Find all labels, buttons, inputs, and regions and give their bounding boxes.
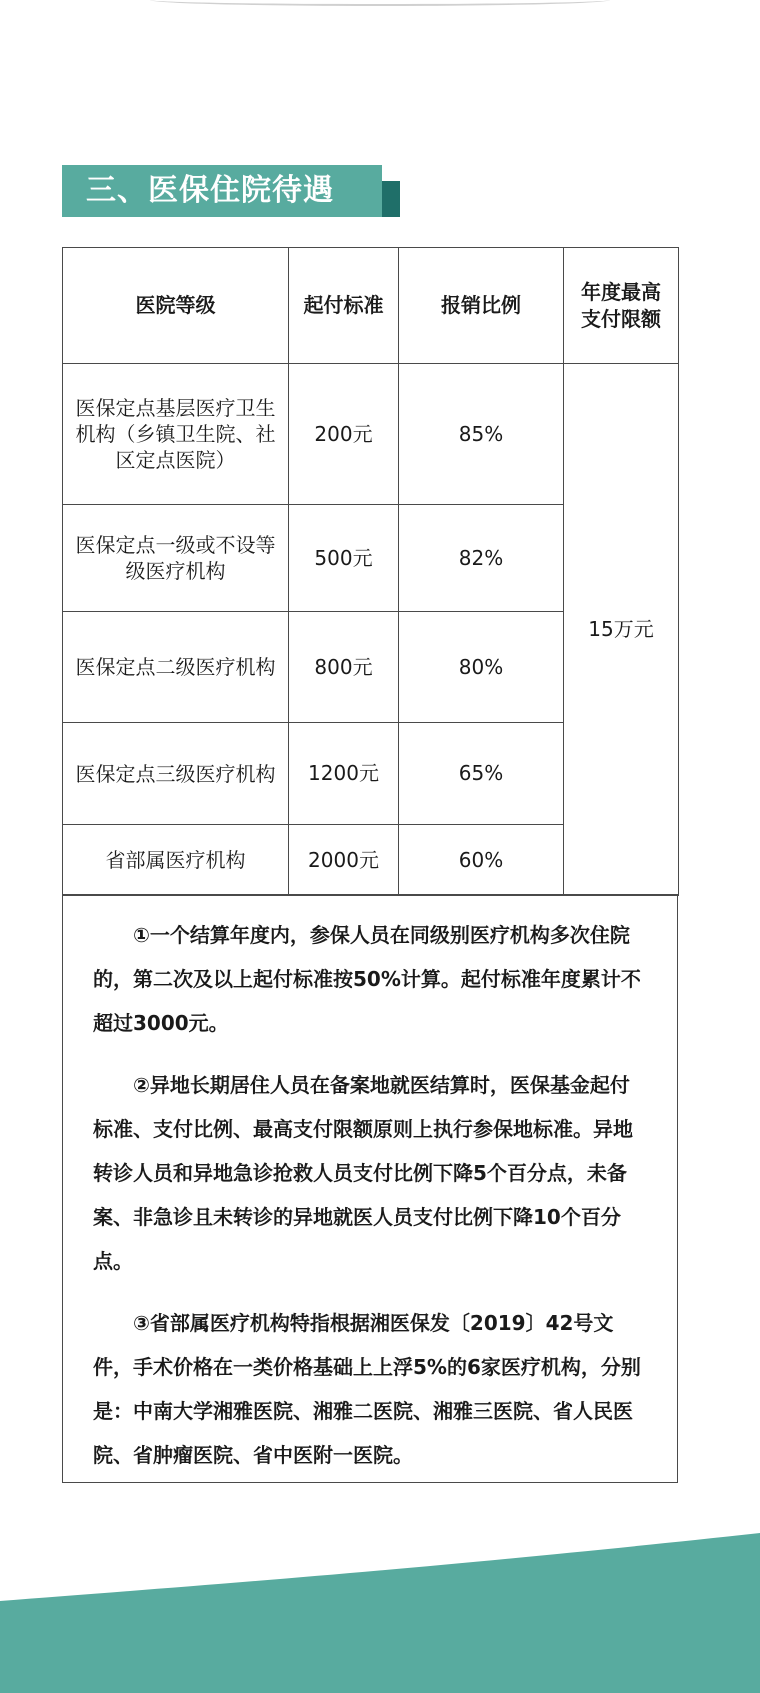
row-deductible: 800元	[289, 612, 399, 723]
section-header-shadow	[380, 181, 400, 217]
header-cap: 年度最高支付限额	[564, 248, 679, 364]
note-2: ②异地长期居住人员在备案地就医结算时，医保基金起付标准、支付比例、最高支付限额原则上执行参保地标准。异地转诊人员和异地急诊抢救人员支付比例下降5个百分点，未备案、非急诊且未转诊的异地就医人员支付比例下降10个百分点。	[93, 1073, 633, 1273]
row-level: 医保定点基层医疗卫生机构（乡镇卫生院、社区定点医院）	[63, 364, 289, 505]
row-deductible: 1200元	[289, 723, 399, 825]
cap-value: 15万元	[564, 364, 679, 896]
notes-box	[62, 894, 678, 1483]
header-ratio: 报销比例	[399, 248, 564, 364]
row-ratio: 80%	[399, 612, 564, 723]
row-ratio: 65%	[399, 723, 564, 825]
row-deductible: 500元	[289, 505, 399, 612]
section-header	[62, 165, 400, 217]
row-ratio: 60%	[399, 825, 564, 896]
header-level: 医院等级	[63, 248, 289, 364]
row-deductible: 2000元	[289, 825, 399, 896]
row-level: 医保定点三级医疗机构	[63, 723, 289, 825]
note-3: ③省部属医疗机构特指根据湘医保发〔2019〕42号文件，手术价格在一类价格基础上上浮5%的6家医疗机构，分别是：中南大学湘雅医院、湘雅二医院、湘雅三医院、省人民医院、省肿瘤医院、省中医附一医院。	[93, 1311, 641, 1467]
header-deductible: 起付标准	[289, 248, 399, 364]
row-level: 医保定点二级医疗机构	[63, 612, 289, 723]
row-deductible: 200元	[289, 364, 399, 505]
row-level: 医保定点一级或不设等级医疗机构	[63, 505, 289, 612]
table-row	[63, 364, 679, 505]
row-ratio: 85%	[399, 364, 564, 505]
row-level: 省部属医疗机构	[63, 825, 289, 896]
row-ratio: 82%	[399, 505, 564, 612]
table-header-row	[63, 248, 679, 364]
top-decorative-arc	[150, 0, 610, 6]
note-1: ①一个结算年度内，参保人员在同级别医疗机构多次住院的，第二次及以上起付标准按50%计算。起付标准年度累计不超过3000元。	[93, 923, 641, 1035]
benefit-table	[62, 247, 679, 896]
section-title: 三、医保住院待遇	[62, 165, 382, 217]
bottom-wave-decoration	[0, 1525, 760, 1693]
